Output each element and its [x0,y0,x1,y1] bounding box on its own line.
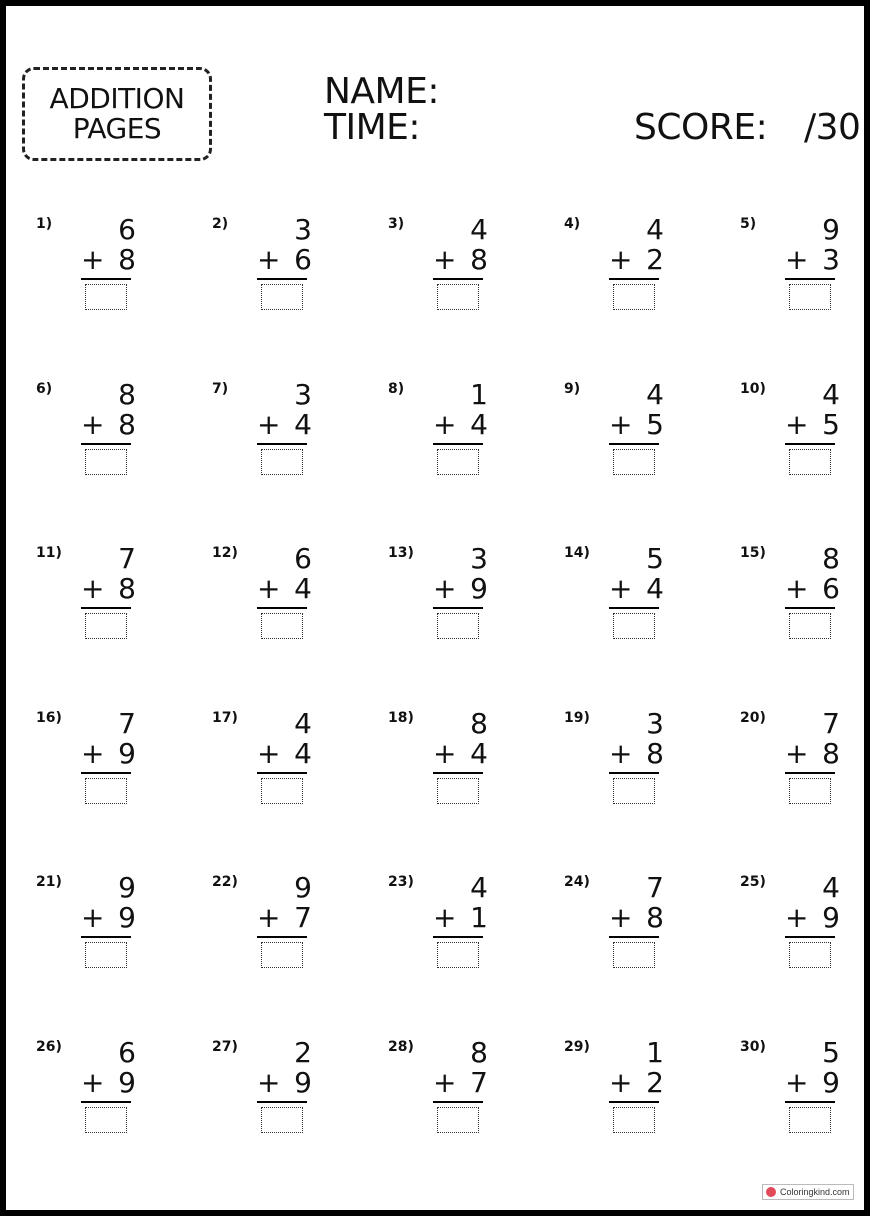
problem-6 [36,378,186,501]
addend-bottom: 4 [470,737,488,770]
plus-sign: + [609,572,633,605]
addend-bottom: 9 [118,901,136,934]
addend-bottom: 5 [822,408,840,441]
problem-number: 13) [388,545,414,561]
addend-top: 7 [822,707,840,740]
problem-number: 24) [564,874,590,890]
plus-sign: + [433,572,457,605]
sum-line [257,443,307,445]
addend-top: 8 [118,378,136,411]
problem-number: 11) [36,545,62,561]
addend-bottom: 8 [822,737,840,770]
problem-number: 25) [740,874,766,890]
sum-line [433,772,483,774]
answer-box[interactable] [261,1107,303,1133]
problem-18 [388,707,538,830]
answer-box[interactable] [789,449,831,475]
problem-20 [740,707,870,830]
time-label: TIME: [324,107,421,148]
problem-30 [740,1036,870,1159]
addend-top: 4 [470,213,488,246]
sum-line [785,1101,835,1103]
problem-number: 7) [212,381,229,397]
addend-top: 6 [294,542,312,575]
plus-sign: + [81,901,105,934]
sum-line [785,936,835,938]
addend-top: 4 [822,378,840,411]
sum-line [433,443,483,445]
problem-number: 17) [212,710,238,726]
answer-box[interactable] [437,778,479,804]
answer-box[interactable] [85,613,127,639]
addend-top: 9 [822,213,840,246]
plus-sign: + [81,243,105,276]
problem-15 [740,542,870,665]
addend-top: 7 [646,871,664,904]
plus-sign: + [81,408,105,441]
addend-top: 9 [294,871,312,904]
sum-line [609,443,659,445]
sum-line [257,1101,307,1103]
problem-number: 14) [564,545,590,561]
sum-line [81,278,131,280]
problem-21 [36,871,186,994]
plus-sign: + [609,408,633,441]
problem-7 [212,378,362,501]
sum-line [785,278,835,280]
problem-number: 26) [36,1039,62,1055]
problem-number: 23) [388,874,414,890]
addend-bottom: 8 [118,408,136,441]
problem-2 [212,213,362,336]
plus-sign: + [433,901,457,934]
answer-box[interactable] [613,449,655,475]
sum-line [609,278,659,280]
addend-bottom: 6 [294,243,312,276]
answer-box[interactable] [437,1107,479,1133]
plus-sign: + [609,901,633,934]
problem-9 [564,378,714,501]
answer-box[interactable] [261,449,303,475]
sum-line [81,443,131,445]
addend-top: 4 [470,871,488,904]
score-total: /30 [804,107,861,148]
addend-bottom: 8 [470,243,488,276]
addend-top: 3 [294,378,312,411]
plus-sign: + [609,1066,633,1099]
addend-top: 3 [294,213,312,246]
answer-box[interactable] [437,613,479,639]
plus-sign: + [433,1066,457,1099]
answer-box[interactable] [261,613,303,639]
plus-sign: + [785,243,809,276]
problem-25 [740,871,870,994]
sum-line [609,772,659,774]
problem-number: 16) [36,710,62,726]
addend-bottom: 8 [646,901,664,934]
answer-box[interactable] [613,942,655,968]
plus-sign: + [433,243,457,276]
plus-sign: + [785,737,809,770]
sum-line [433,936,483,938]
addend-top: 4 [822,871,840,904]
plus-sign: + [433,737,457,770]
problem-12 [212,542,362,665]
problem-number: 6) [36,381,53,397]
plus-sign: + [433,408,457,441]
sum-line [785,772,835,774]
plus-sign: + [257,243,281,276]
problem-number: 3) [388,216,405,232]
sum-line [609,607,659,609]
problem-11 [36,542,186,665]
plus-sign: + [609,243,633,276]
problem-27 [212,1036,362,1159]
problem-10 [740,378,870,501]
answer-box[interactable] [789,778,831,804]
name-label: NAME: [324,71,439,112]
problem-number: 29) [564,1039,590,1055]
sum-line [81,607,131,609]
problem-3 [388,213,538,336]
addend-bottom: 4 [294,408,312,441]
sum-line [81,1101,131,1103]
sum-line [81,772,131,774]
problem-number: 21) [36,874,62,890]
answer-box[interactable] [613,284,655,310]
problem-5 [740,213,870,336]
problem-number: 10) [740,381,766,397]
problem-number: 2) [212,216,229,232]
title-line-1: ADDITION [49,82,185,115]
sum-line [609,936,659,938]
sum-line [257,607,307,609]
answer-box[interactable] [789,284,831,310]
addend-top: 8 [470,1036,488,1069]
answer-box[interactable] [85,778,127,804]
addend-bottom: 9 [822,1066,840,1099]
problem-24 [564,871,714,994]
problem-number: 30) [740,1039,766,1055]
addend-top: 8 [470,707,488,740]
addend-bottom: 7 [470,1066,488,1099]
addend-bottom: 4 [294,737,312,770]
problem-number: 18) [388,710,414,726]
addend-top: 7 [118,542,136,575]
title-line-2: PAGES [72,112,162,145]
addend-top: 4 [646,213,664,246]
problem-number: 4) [564,216,581,232]
sum-line [257,278,307,280]
answer-box[interactable] [261,778,303,804]
addend-bottom: 4 [294,572,312,605]
addend-top: 5 [646,542,664,575]
sum-line [257,772,307,774]
plus-sign: + [785,901,809,934]
addend-top: 4 [646,378,664,411]
addend-top: 3 [646,707,664,740]
addend-bottom: 8 [118,572,136,605]
problem-29 [564,1036,714,1159]
problem-number: 12) [212,545,238,561]
addend-bottom: 8 [118,243,136,276]
watermark [762,1184,854,1200]
addend-bottom: 6 [822,572,840,605]
plus-sign: + [81,1066,105,1099]
problem-number: 27) [212,1039,238,1055]
addend-bottom: 5 [646,408,664,441]
sum-line [433,278,483,280]
addend-bottom: 3 [822,243,840,276]
addend-top: 4 [294,707,312,740]
problem-number: 1) [36,216,53,232]
problem-number: 8) [388,381,405,397]
problem-16 [36,707,186,830]
sum-line [81,936,131,938]
answer-box[interactable] [85,942,127,968]
addend-bottom: 4 [470,408,488,441]
sum-line [785,443,835,445]
plus-sign: + [257,1066,281,1099]
problem-26 [36,1036,186,1159]
problem-number: 15) [740,545,766,561]
addend-bottom: 9 [118,737,136,770]
problem-22 [212,871,362,994]
addend-top: 2 [294,1036,312,1069]
addend-top: 8 [822,542,840,575]
plus-sign: + [609,737,633,770]
addend-top: 3 [470,542,488,575]
problem-number: 22) [212,874,238,890]
sum-line [609,1101,659,1103]
problem-1 [36,213,186,336]
addend-bottom: 7 [294,901,312,934]
addend-top: 6 [118,213,136,246]
sum-line [785,607,835,609]
plus-sign: + [257,901,281,934]
answer-box[interactable] [437,449,479,475]
plus-sign: + [257,572,281,605]
sum-line [433,1101,483,1103]
plus-sign: + [81,572,105,605]
problem-number: 20) [740,710,766,726]
answer-box[interactable] [85,1107,127,1133]
sum-line [433,607,483,609]
plus-sign: + [81,737,105,770]
problem-4 [564,213,714,336]
problem-14 [564,542,714,665]
problem-17 [212,707,362,830]
plus-sign: + [785,572,809,605]
addend-top: 6 [118,1036,136,1069]
problem-23 [388,871,538,994]
title-box [22,67,212,161]
problem-13 [388,542,538,665]
answer-box[interactable] [85,449,127,475]
addend-bottom: 2 [646,243,664,276]
addend-top: 7 [118,707,136,740]
answer-box[interactable] [437,284,479,310]
addend-top: 1 [470,378,488,411]
yarn-ball-icon [766,1187,776,1197]
addend-top: 9 [118,871,136,904]
plus-sign: + [257,737,281,770]
addend-bottom: 8 [646,737,664,770]
answer-box[interactable] [789,613,831,639]
plus-sign: + [257,408,281,441]
brand-text: Coloringkind.com [780,1187,850,1197]
addend-top: 1 [646,1036,664,1069]
problem-8 [388,378,538,501]
addend-bottom: 9 [822,901,840,934]
plus-sign: + [785,1066,809,1099]
problem-number: 5) [740,216,757,232]
sum-line [257,936,307,938]
addend-bottom: 9 [294,1066,312,1099]
answer-box[interactable] [789,942,831,968]
addend-bottom: 9 [470,572,488,605]
problem-19 [564,707,714,830]
plus-sign: + [785,408,809,441]
answer-box[interactable] [789,1107,831,1133]
addend-bottom: 4 [646,572,664,605]
problem-28 [388,1036,538,1159]
answer-box[interactable] [261,942,303,968]
addend-bottom: 9 [118,1066,136,1099]
addend-top: 5 [822,1036,840,1069]
addend-bottom: 2 [646,1066,664,1099]
answer-box[interactable] [613,613,655,639]
answer-box[interactable] [85,284,127,310]
problem-number: 19) [564,710,590,726]
problem-number: 9) [564,381,581,397]
answer-box[interactable] [613,778,655,804]
score-label: SCORE: [634,107,768,148]
answer-box[interactable] [613,1107,655,1133]
answer-box[interactable] [261,284,303,310]
problem-number: 28) [388,1039,414,1055]
addend-bottom: 1 [470,901,488,934]
answer-box[interactable] [437,942,479,968]
